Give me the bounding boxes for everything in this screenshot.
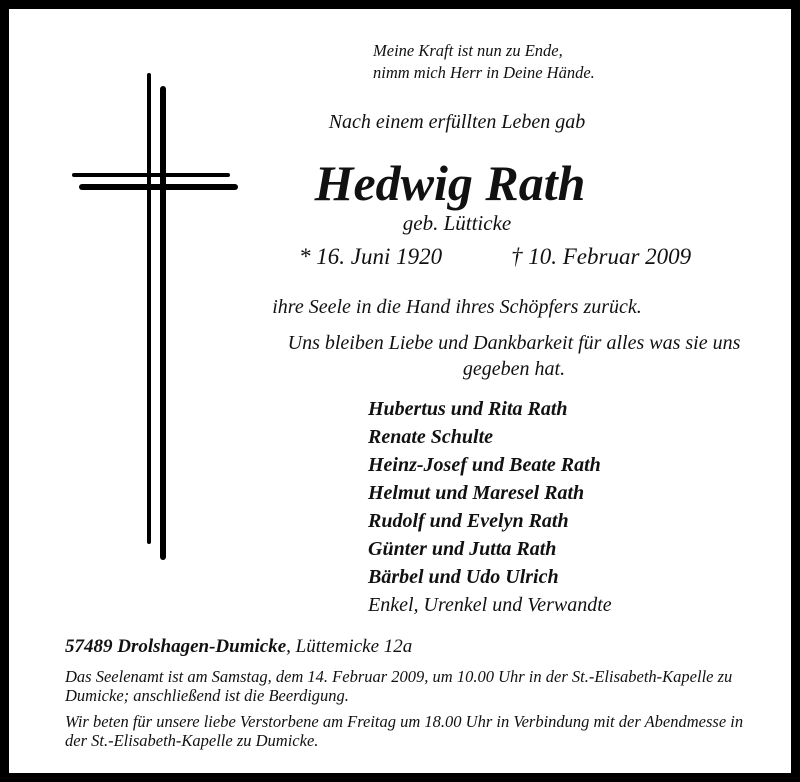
family-member: Rudolf und Evelyn Rath bbox=[368, 510, 569, 532]
death-date: † 10. Februar 2009 bbox=[511, 244, 692, 269]
relatives-line: Enkel, Urenkel und Verwandte bbox=[368, 594, 612, 616]
verse-line-2: nimm mich Herr in Deine Hände. bbox=[373, 63, 595, 82]
intro-line: Nach einem erfüllten Leben gab bbox=[328, 111, 586, 133]
family-member: Hubertus und Rita Rath bbox=[368, 398, 568, 420]
birth-name: geb. Lütticke bbox=[402, 211, 512, 235]
address bbox=[65, 636, 412, 658]
family-member: Helmut und Maresel Rath bbox=[368, 482, 585, 504]
verse-line-1: Meine Kraft ist nun zu Ende, bbox=[373, 41, 563, 60]
family-member: Heinz-Josef und Beate Rath bbox=[368, 454, 601, 476]
service-details bbox=[65, 667, 755, 757]
family-list bbox=[368, 395, 612, 619]
deceased-name: Hedwig Rath bbox=[314, 155, 586, 211]
address-street: , Lüttemicke 12a bbox=[286, 636, 413, 657]
soul-line: ihre Seele in die Hand ihres Schöpfers zurück. bbox=[272, 296, 642, 318]
verse bbox=[373, 40, 595, 84]
family-member: Renate Schulte bbox=[368, 426, 494, 448]
family-member: Günter und Jutta Rath bbox=[368, 538, 557, 560]
thanks-text: Uns bleiben Liebe und Dankbarkeit für alles was sie uns gegeben hat. bbox=[287, 332, 741, 380]
thanks-line bbox=[0, 330, 800, 382]
funeral-info: Das Seelenamt ist am Samstag, dem 14. Februar 2009, um 10.00 Uhr in der St.-Elisabeth-Kapelle zu Dumicke; anschließend ist die Beerdigung. bbox=[65, 667, 733, 705]
address-city: 57489 Drolshagen-Dumicke bbox=[65, 636, 287, 657]
family-member: Bärbel und Udo Ulrich bbox=[368, 566, 559, 588]
birth-date: * 16. Juni 1920 bbox=[299, 244, 443, 269]
prayer-info: Wir beten für unsere liebe Verstorbene am Freitag um 18.00 Uhr in Verbindung mit der Abendmesse in der St.-Elisabeth-Kapelle zu Dumicke. bbox=[65, 712, 744, 750]
